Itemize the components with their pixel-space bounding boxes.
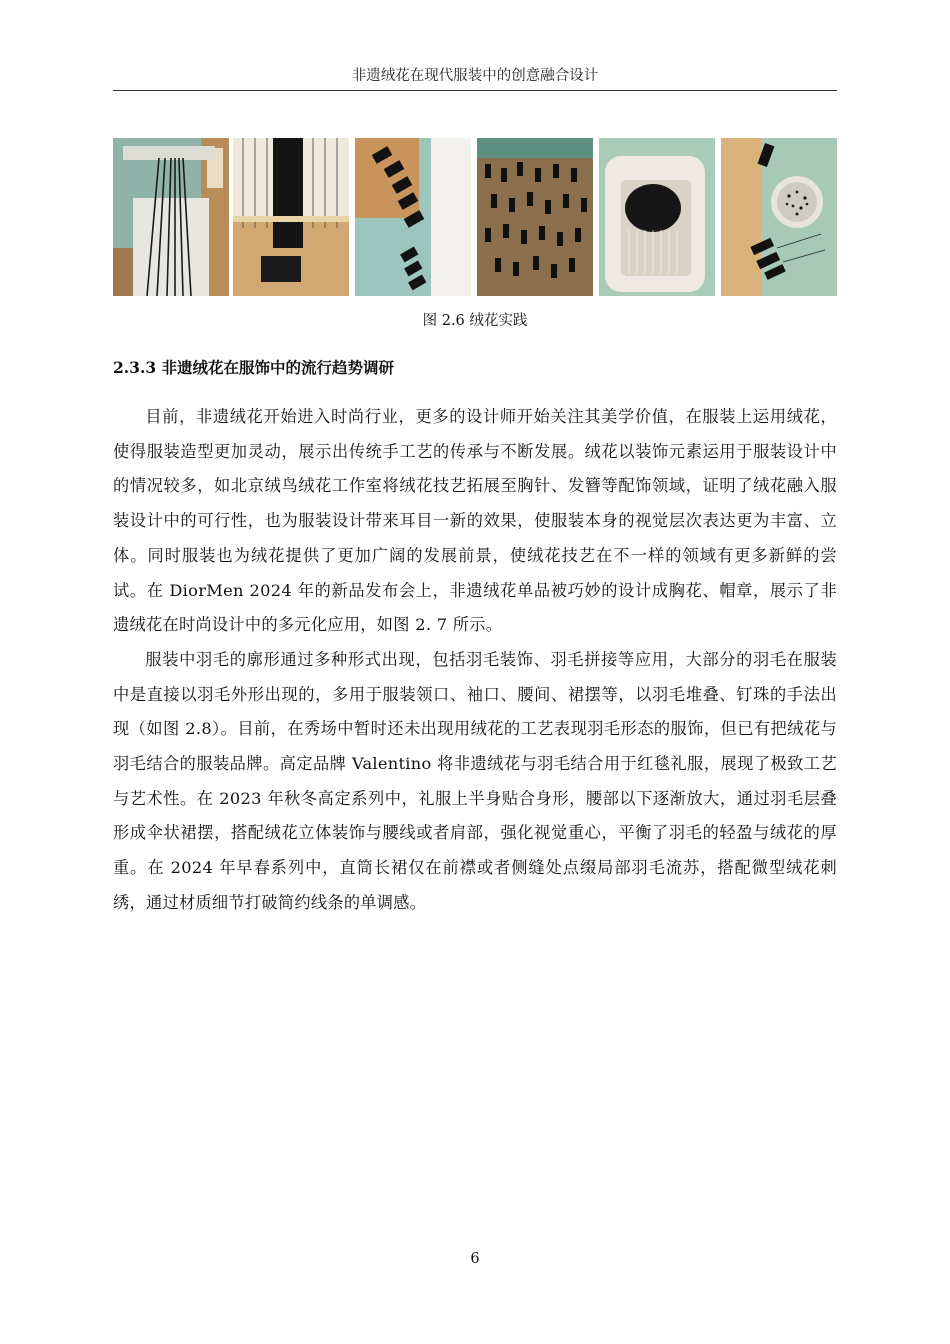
paragraph: 服装中羽毛的廓形通过多种形式出现，包括羽毛装饰、羽毛拼接等应用，大部分的羽毛在服装中是直接以羽毛外形出现的，多用于服装领口、袖口、腰间、裙摆等，以羽毛堆叠、钉珠的手法出现（如图 2.8）。目前，在秀场中暂时还未出现用绒花的工艺表现羽毛形态的服饰，但已有把绒花与羽毛结合的服装品牌。高定品牌 Valentino 将非遗绒花与羽毛结合用于红毯礼服，展现了极致工艺与艺术性。在 2023 年秋冬高定系列中，礼服上半身贴合身形，腰部以下逐渐放大，通过羽毛层叠形成伞状裙摆，搭配绒花立体装饰与腰线或者肩部，强化视觉重心，平衡了羽毛的轻盈与绒花的厚重。在 2024 年早春系列中，直筒长裙仅在前襟或者侧缝处点缀局部羽毛流苏，搭配微型绒花刺绣，通过材质细节打破简约线条的单调感。	[113, 649, 837, 912]
page-header	[113, 64, 837, 91]
velvet-tufts-on-mat-photo	[477, 138, 593, 296]
page-number: 6	[470, 1251, 480, 1267]
velvet-pieces-on-wood-photo	[355, 138, 471, 296]
body-text	[113, 400, 837, 921]
velvet-strips-on-board-photo	[233, 138, 349, 296]
header-title: 非遗绒花在现代服装中的创意融合设计	[351, 68, 599, 84]
section-heading: 2.3.3 非遗绒花在服饰中的流行趋势调研	[113, 358, 395, 377]
figure-caption: 图 2.6 绒花实践	[422, 313, 528, 329]
paragraph: 目前，非遗绒花开始进入时尚行业，更多的设计师开始关注其美学价值，在服装上运用绒花，使得服装造型更加灵动，展示出传统手工艺的传承与不断发展。绒花以装饰元素运用于服装设计中的情况较多，如北京绒鸟绒花工作室将绒花技艺拓展至胸针、发簪等配饰领域，证明了绒花融入服装设计中的可行性，也为服装设计带来耳目一新的效果，使服装本身的视觉层次表达更为丰富、立体。同时服装也为绒花提供了更加广阔的发展前景，使绒花技艺在不一样的领域有更多新鲜的尝试。在 DiorMen 2024 年的新品发布会上，非遗绒花单品被巧妙的设计成胸花、帽章，展示了非遗绒花在时尚设计中的多元化应用，如图 2. 7 所示。	[113, 407, 837, 635]
velvet-bowl-photo	[721, 138, 837, 296]
velvet-tray-photo	[599, 138, 715, 296]
loom-threads-photo	[113, 138, 229, 296]
figure-photo-row	[113, 138, 837, 298]
